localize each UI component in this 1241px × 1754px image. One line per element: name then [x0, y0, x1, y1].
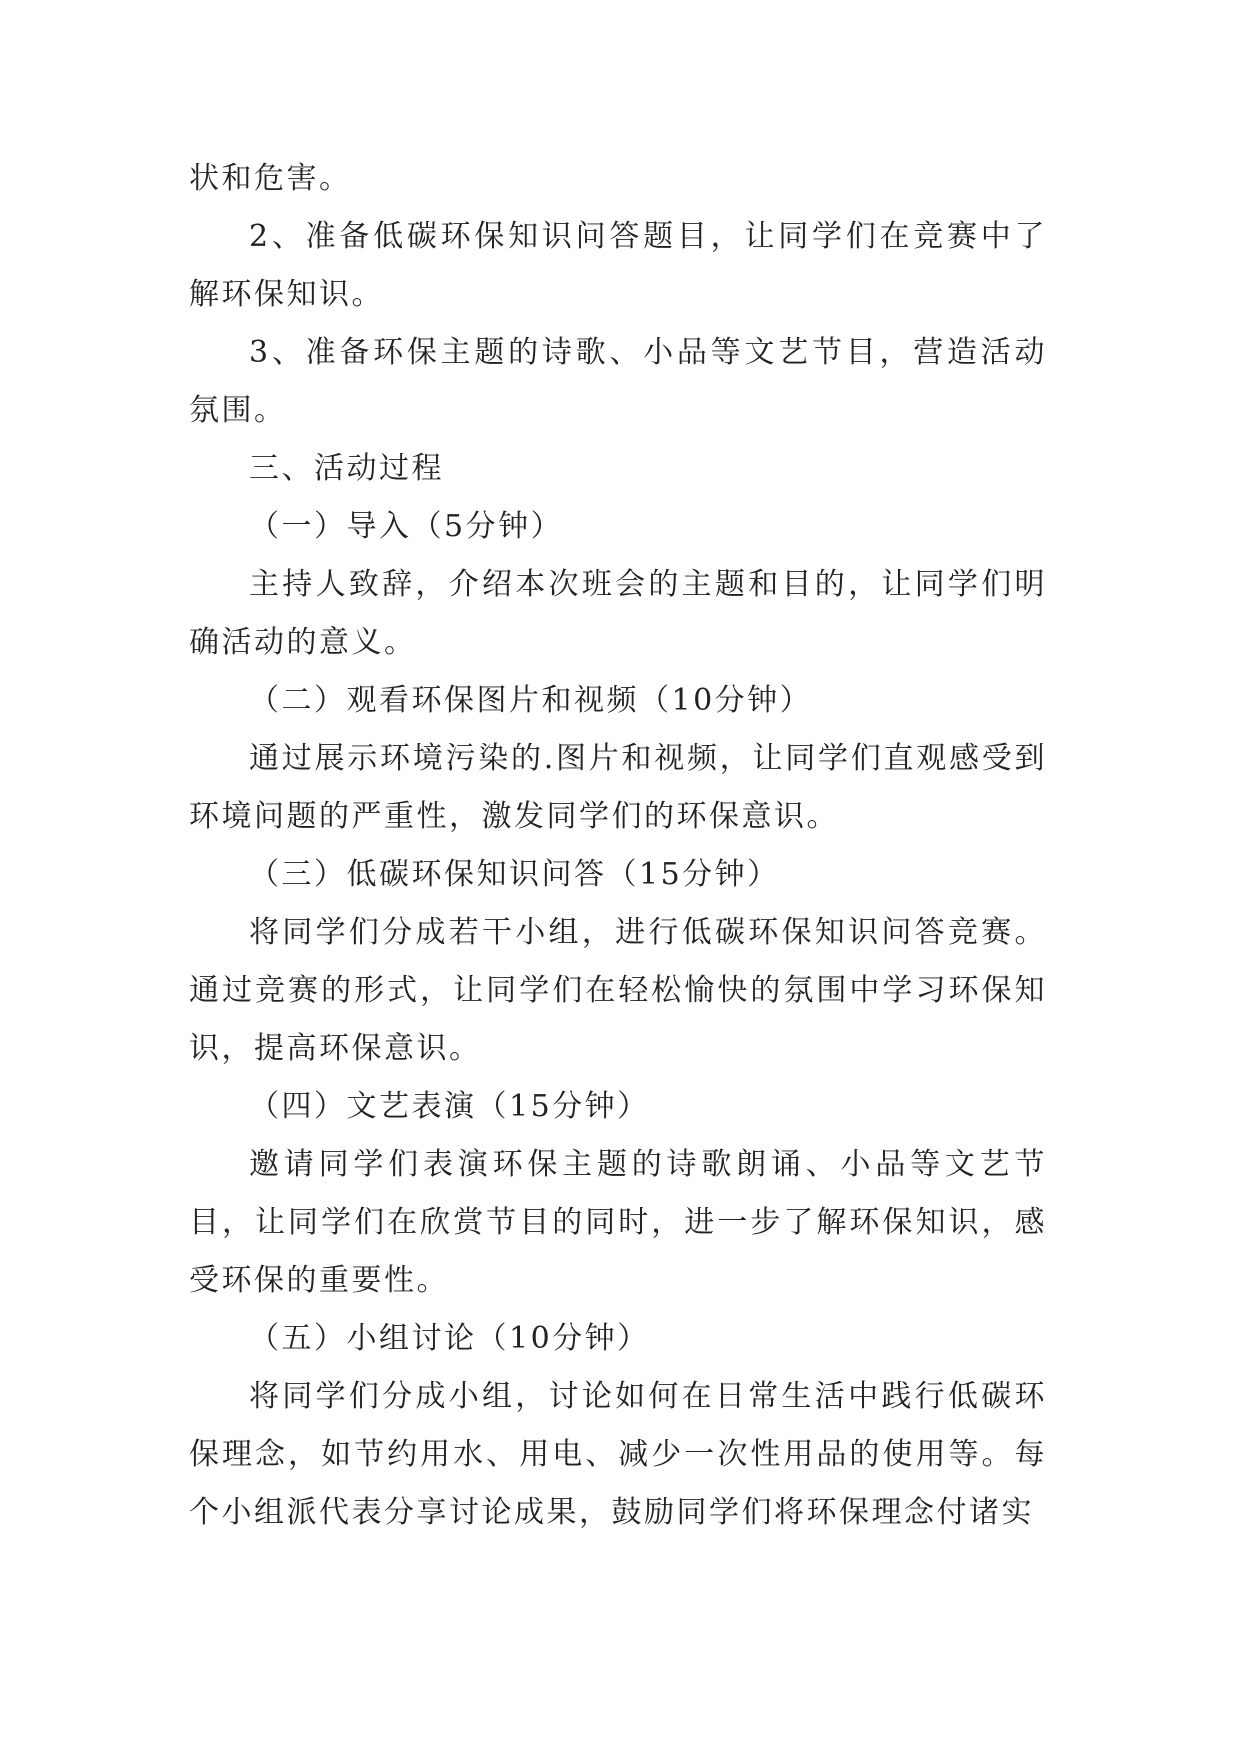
subheading-introduction: （一）导入（5分钟） — [249, 509, 564, 544]
paragraph-quiz: 将同学们分成若干小组，进行低碳环保知识问答竞赛。通过竞赛的形式，让同学们在轻松愉快的氛围中学习环保知识，提高环保意识。 — [189, 915, 1047, 1066]
subheading-performance: （四）文艺表演（15分钟） — [249, 1089, 650, 1124]
subheading-quiz: （三）低碳环保知识问答（15分钟） — [249, 857, 780, 892]
document-body — [189, 150, 1047, 1542]
paragraph-prep-item-2: 2、准备低碳环保知识问答题目，让同学们在竞赛中了解环保知识。 — [189, 219, 1047, 312]
paragraph-prep-item-3: 3、准备环保主题的诗歌、小品等文艺节目，营造活动氛围。 — [189, 335, 1047, 428]
subheading-group-discussion: （五）小组讨论（10分钟） — [249, 1321, 650, 1356]
paragraph-performance: 邀请同学们表演环保主题的诗歌朗诵、小品等文艺节目，让同学们在欣赏节目的同时，进一步了解环保知识，感受环保的重要性。 — [189, 1147, 1047, 1298]
paragraph-continuation: 状和危害。 — [189, 161, 352, 196]
section-heading-activity-process: 三、活动过程 — [249, 451, 444, 486]
subheading-watch-media: （二）观看环保图片和视频（10分钟） — [249, 683, 813, 718]
paragraph-introduction: 主持人致辞，介绍本次班会的主题和目的，让同学们明确活动的意义。 — [189, 567, 1047, 660]
paragraph-group-discussion: 将同学们分成小组，讨论如何在日常生活中践行低碳环保理念，如节约用水、用电、减少一次性用品的使用等。每个小组派代表分享讨论成果，鼓励同学们将环保理念付诸实 — [189, 1379, 1047, 1530]
paragraph-watch-media: 通过展示环境污染的.图片和视频，让同学们直观感受到环境问题的严重性，激发同学们的环保意识。 — [189, 741, 1047, 834]
